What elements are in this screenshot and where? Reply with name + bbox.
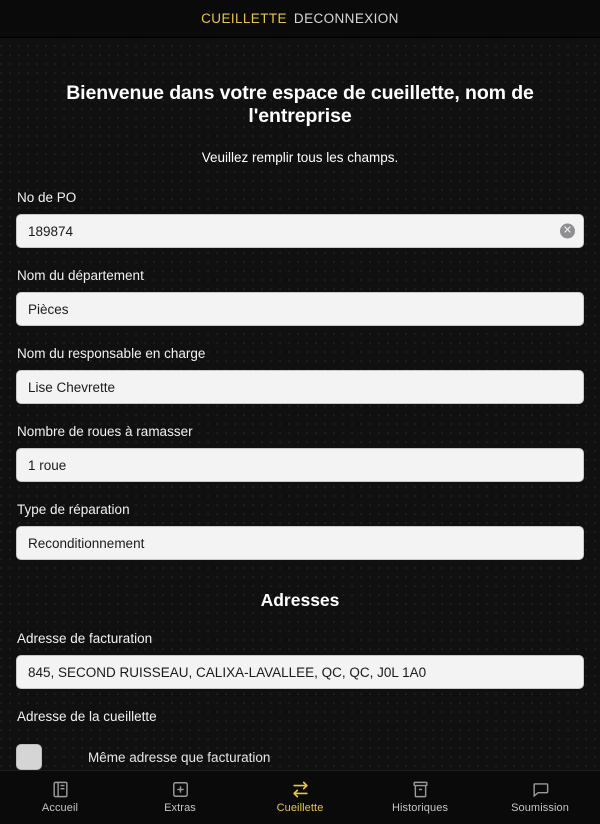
tab-historiques[interactable] (377, 780, 463, 814)
plus-square-icon (171, 780, 190, 799)
input-wrapper (16, 214, 584, 248)
app-brand-title: CUEILLETTE (201, 11, 287, 26)
field-pickup-address (16, 709, 584, 724)
field-label: Adresse de la cueillette (17, 709, 157, 724)
field-wheel-count (16, 424, 584, 482)
chat-bubble-icon (531, 780, 550, 799)
clear-icon[interactable]: ✕ (560, 224, 575, 239)
field-label: Type de réparation (17, 502, 130, 517)
field-label: Adresse de facturation (17, 631, 153, 646)
tab-extras[interactable] (137, 780, 223, 814)
bottom-tab-bar (0, 770, 600, 824)
book-icon (51, 780, 70, 799)
page-title: Bienvenue dans votre espace de cueillette, nom de l'entreprise (66, 82, 534, 127)
swap-arrows-icon (290, 780, 311, 799)
same-address-checkbox[interactable] (16, 744, 42, 770)
same-address-label: Même adresse que facturation (88, 749, 271, 765)
field-label: Nom du département (17, 268, 144, 283)
tab-label: Extras (164, 801, 196, 814)
input-wrapper (16, 655, 584, 689)
tab-label: Accueil (41, 801, 79, 814)
tab-accueil[interactable] (17, 780, 103, 814)
input-wrapper (16, 292, 584, 326)
field-label: Nombre de roues à ramasser (17, 424, 193, 439)
input-wrapper (16, 526, 584, 560)
archive-icon (411, 780, 430, 799)
field-label: Nom du responsable en charge (17, 346, 206, 361)
po-number-input[interactable]: 189874 (16, 214, 584, 248)
field-label: No de PO (17, 190, 77, 205)
field-repair-type (16, 502, 584, 560)
repair-type-input[interactable]: Reconditionnement (16, 526, 584, 560)
wheel-count-input[interactable]: 1 roue (16, 448, 584, 482)
tab-label: Historiques (391, 801, 449, 814)
page-subtitle: Veuillez remplir tous les champs. (201, 150, 399, 165)
tab-cueillette[interactable] (257, 780, 343, 814)
field-department (16, 268, 584, 326)
addresses-section-title: Adresses (260, 590, 340, 610)
input-wrapper (16, 448, 584, 482)
top-bar (0, 0, 600, 38)
form-scroll-area[interactable] (0, 38, 600, 770)
billing-address-input[interactable]: 845, SECOND RUISSEAU, CALIXA-LAVALLEE, QC, QC, J0L 1A0 (16, 655, 584, 689)
field-po-number (16, 190, 584, 248)
logout-button[interactable]: DECONNEXION (293, 11, 399, 26)
tab-label: Soumission (511, 801, 569, 814)
field-billing-address (16, 631, 584, 689)
same-address-row[interactable] (16, 744, 584, 770)
manager-input[interactable]: Lise Chevrette (16, 370, 584, 404)
field-manager (16, 346, 584, 404)
input-wrapper (16, 370, 584, 404)
department-input[interactable]: Pièces (16, 292, 584, 326)
tab-label: Cueillette (276, 801, 324, 814)
tab-soumission[interactable] (497, 780, 583, 814)
